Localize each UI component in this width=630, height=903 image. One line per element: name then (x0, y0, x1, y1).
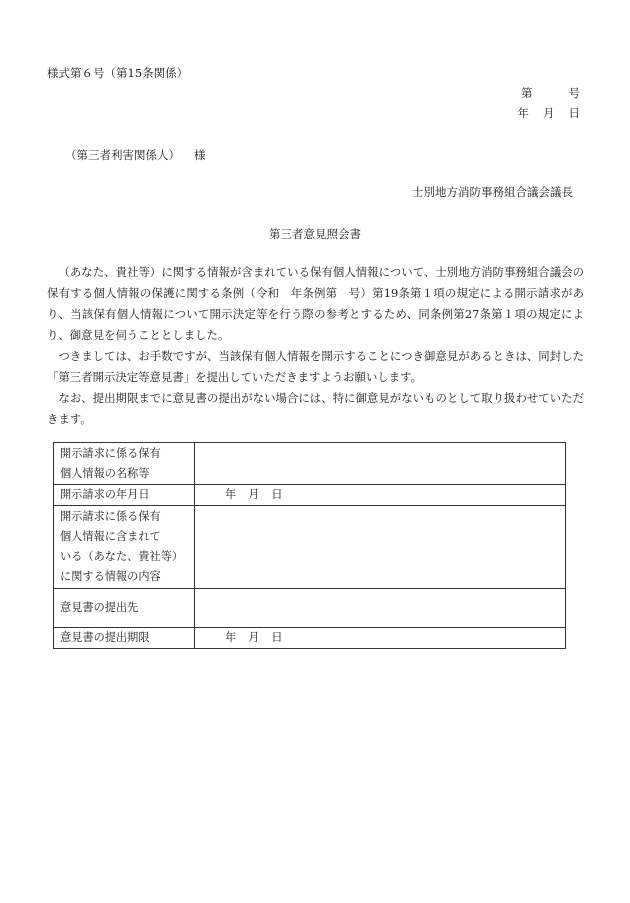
value-day: 日 (271, 488, 283, 501)
recipient (65, 146, 206, 164)
value-month: 月 (248, 488, 260, 501)
body-paragraph: （あなた、貴社等）に関する情報が含まれている保有個人情報について、士別地方消防事務組合議会の保有する個人情報の保護に関する条例（令和 年条例第 号）第19条第１項の規定による開示請求があり、当該保有個人情報について開示決定等を行う際の参考とするため、同条例第27条第１項の規定により、御意見を伺うこととしました。 (47, 265, 584, 342)
body-text (47, 262, 584, 430)
row-label (54, 628, 195, 649)
value-year: 年 (225, 488, 237, 501)
label-line: 個人情報の名称等 (60, 466, 150, 480)
recipient-name: （第三者利害関係人） (65, 148, 180, 162)
label-line: 意見書の提出先 (60, 601, 139, 614)
value-month: 月 (248, 631, 260, 644)
document-number-suffix: 号 (568, 86, 580, 100)
label-line: いる（あなた、貴社等） (60, 550, 184, 563)
label-line: 開示請求に係る保有 (60, 510, 161, 523)
row-value (195, 628, 566, 649)
body-paragraph: なお、提出期限までに意見書の提出がない場合には、特に御意見がないものとして取り扱わせていただきます。 (47, 391, 584, 426)
date-day: 日 (568, 106, 580, 120)
recipient-honorific: 様 (194, 148, 206, 162)
table-row (54, 589, 566, 628)
row-label (54, 589, 195, 628)
document-title: 第三者意見照会書 (269, 227, 361, 241)
date-year: 年 (517, 106, 529, 120)
row-label (54, 506, 195, 589)
label-line: 開示請求の年月日 (60, 488, 150, 501)
table-row (54, 628, 566, 649)
label-line: 意見書の提出期限 (60, 631, 150, 644)
label-line: 開示請求に係る保有 (60, 446, 161, 460)
table-row (54, 443, 566, 485)
table-row (54, 485, 566, 506)
info-table (53, 442, 566, 649)
row-value (195, 589, 566, 628)
document-number (521, 84, 580, 102)
document-date (518, 104, 581, 122)
document-number-prefix: 第 (521, 86, 533, 100)
row-label (54, 485, 195, 506)
row-value (195, 485, 566, 506)
row-label (54, 443, 195, 485)
label-line: に関する情報の内容 (60, 570, 161, 583)
date-month: 月 (543, 106, 555, 120)
form-number: 様式第６号（第15条関係） (47, 66, 189, 80)
label-line: 個人情報に含まれて (60, 530, 161, 543)
table-row (54, 506, 566, 589)
body-paragraph: つきましては、お手数ですが、当該保有個人情報を開示することにつき御意見があるときは、同封した「第三者開示決定等意見書」を提出していただきますようお願いします。 (47, 349, 584, 384)
row-value (195, 506, 566, 589)
value-year: 年 (225, 631, 237, 644)
row-value (195, 443, 566, 485)
value-day: 日 (271, 631, 283, 644)
sender-name: 士別地方消防事務組合議会議長 (412, 185, 573, 199)
